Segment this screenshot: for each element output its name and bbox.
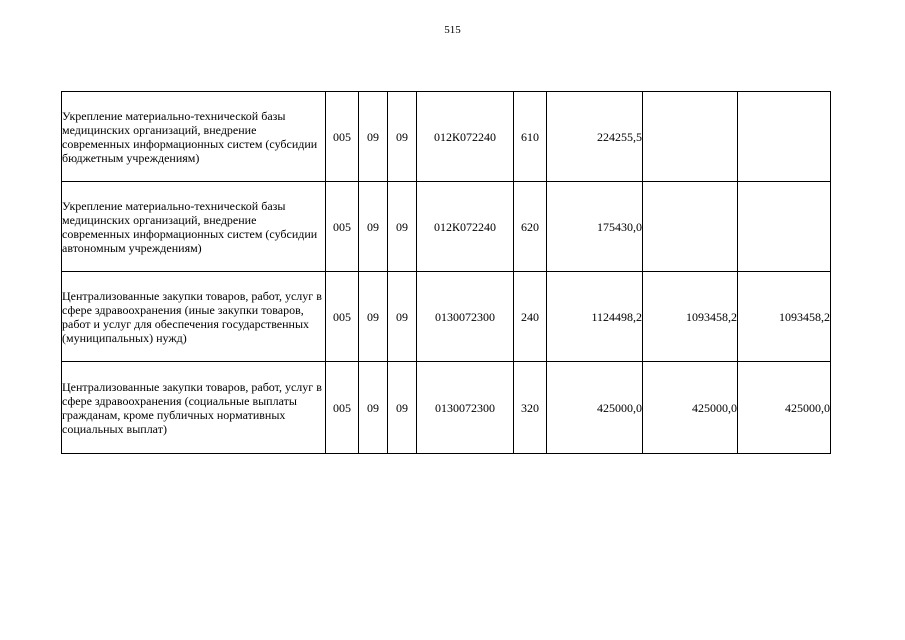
target-article-cell: 0130072300: [417, 272, 514, 362]
table-row: [62, 182, 831, 272]
amount-2-cell: [643, 182, 738, 272]
row-description: Укрепление материально-технической базы медицинских организаций, внедрение современных информационных систем (субсидии бюджетным учреждениям): [62, 92, 326, 182]
subsection-cell: 09: [388, 362, 417, 454]
amount-3-cell: [738, 92, 831, 182]
section-cell: 09: [359, 272, 388, 362]
target-article-cell: 0130072300: [417, 362, 514, 454]
admin-code-cell: 005: [326, 272, 359, 362]
target-article-cell: 012К072240: [417, 92, 514, 182]
page-number: 515: [444, 24, 461, 36]
amount-3-cell: [738, 182, 831, 272]
subsection-cell: 09: [388, 92, 417, 182]
section-cell: 09: [359, 182, 388, 272]
expense-type-cell: 610: [514, 92, 547, 182]
budget-table: [61, 91, 831, 454]
amount-2-cell: [643, 92, 738, 182]
table-row: [62, 92, 831, 182]
expense-type-cell: 240: [514, 272, 547, 362]
section-cell: 09: [359, 92, 388, 182]
admin-code-cell: 005: [326, 182, 359, 272]
table-row: [62, 362, 831, 454]
amount-1-cell: 224255,5: [547, 92, 643, 182]
amount-3-cell: 1093458,2: [738, 272, 831, 362]
admin-code-cell: 005: [326, 362, 359, 454]
admin-code-cell: 005: [326, 92, 359, 182]
row-description: Централизованные закупки товаров, работ, услуг в сфере здравоохранения (социальные выплаты гражданам, кроме публичных нормативных социальных выплат): [62, 362, 326, 454]
amount-2-cell: 1093458,2: [643, 272, 738, 362]
amount-1-cell: 175430,0: [547, 182, 643, 272]
amount-1-cell: 425000,0: [547, 362, 643, 454]
expense-type-cell: 620: [514, 182, 547, 272]
amount-2-cell: 425000,0: [643, 362, 738, 454]
amount-3-cell: 425000,0: [738, 362, 831, 454]
table-row: [62, 272, 831, 362]
expense-type-cell: 320: [514, 362, 547, 454]
subsection-cell: 09: [388, 272, 417, 362]
amount-1-cell: 1124498,2: [547, 272, 643, 362]
subsection-cell: 09: [388, 182, 417, 272]
section-cell: 09: [359, 362, 388, 454]
row-description: Укрепление материально-технической базы медицинских организаций, внедрение современных информационных систем (субсидии автономным учреждениям): [62, 182, 326, 272]
row-description: Централизованные закупки товаров, работ, услуг в сфере здравоохранения (иные закупки товаров, работ и услуг для обеспечения государственных (муниципальных) нужд): [62, 272, 326, 362]
target-article-cell: 012К072240: [417, 182, 514, 272]
